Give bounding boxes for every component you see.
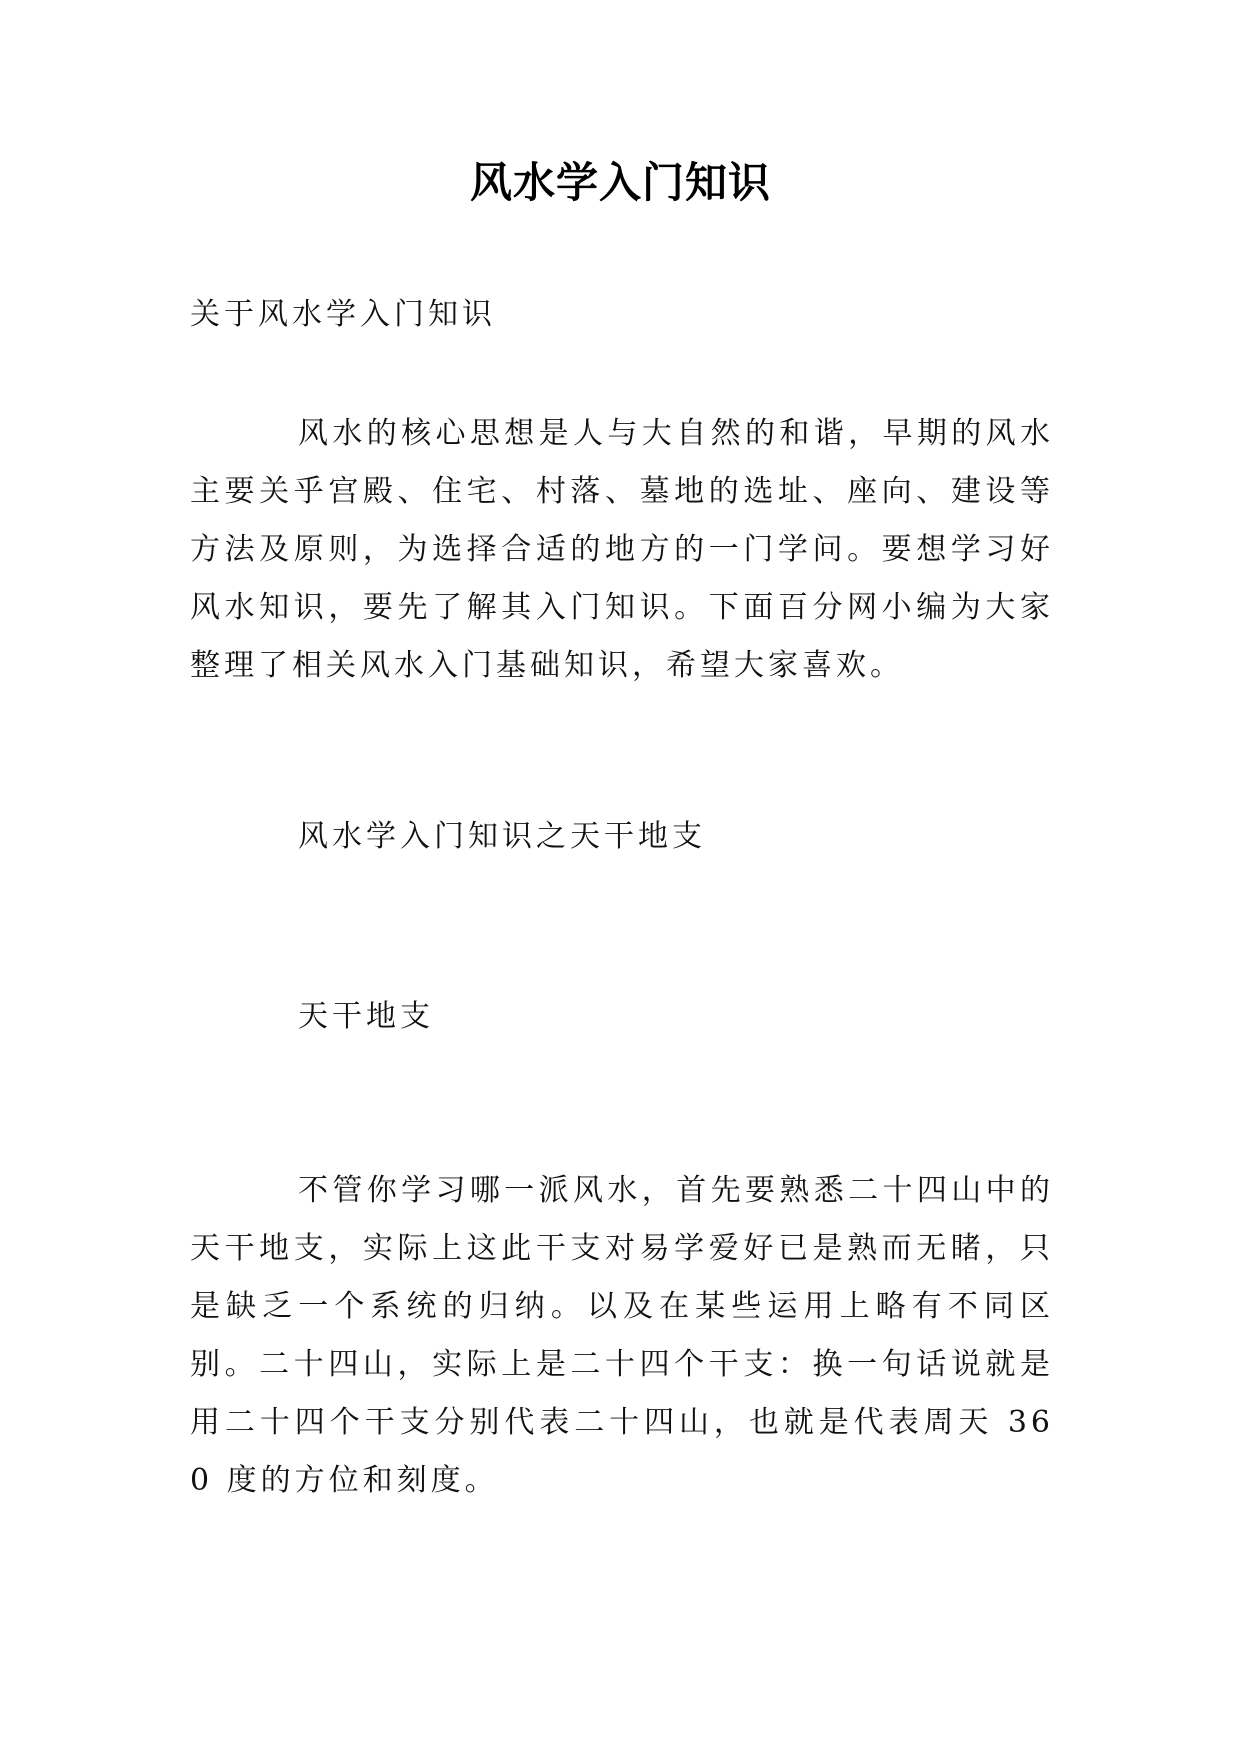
section-heading: 风水学入门知识之天干地支 [298, 819, 706, 854]
document-title: 风水学入门知识 [469, 158, 771, 207]
body-paragraph-intro: 风水的核心思想是人与大自然的和谐，早期的风水主要关乎宫殿、住宅、村落、墓地的选址、座向、建设等方法及原则，为选择合适的地方的一门学问。要想学习好风水知识，要先了解其入门知识。下面百分网小编为大家整理了相关风水入门基础知识，希望大家喜欢。 [190, 416, 1054, 683]
intro-line: 关于风水学入门知识 [190, 297, 496, 332]
body-paragraph-ganzhi: 不管你学习哪一派风水，首先要熟悉二十四山中的天干地支，实际上这此干支对易学爱好已是熟而无睹，只是缺乏一个系统的归纳。以及在某些运用上略有不同区别。二十四山，实际上是二十四个干支：换一句话说就是用二十四个干支分别代表二十四山，也就是代表周天 360 度的方位和刻度。 [190, 1173, 1054, 1498]
sub-heading: 天干地支 [298, 999, 434, 1034]
